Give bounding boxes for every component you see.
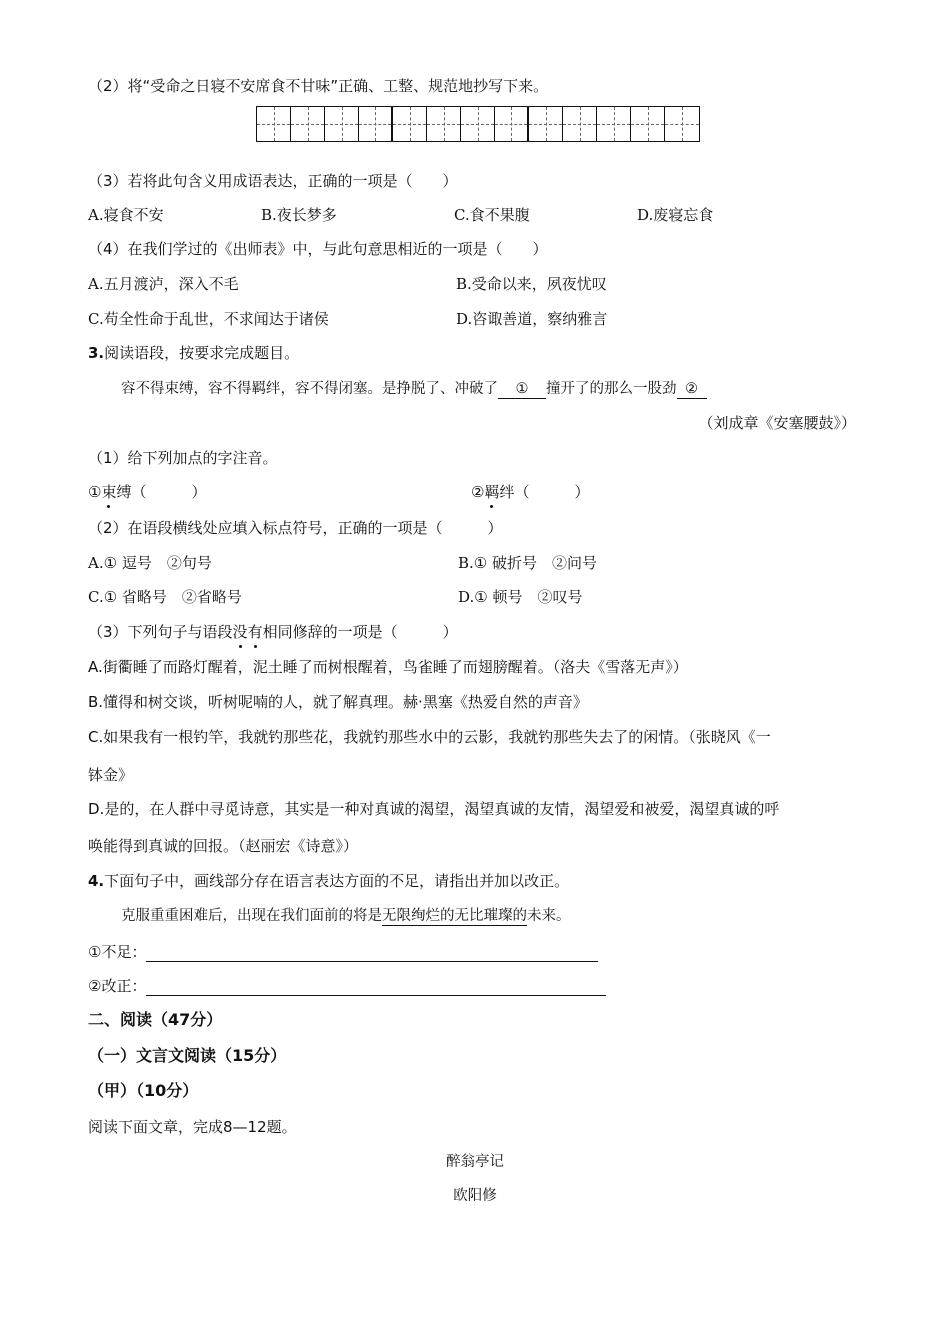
grid-cell[interactable] bbox=[631, 107, 665, 141]
answer-fault: ①不足： bbox=[88, 942, 598, 962]
option-a: A.五月渡泸，深入不毛 bbox=[88, 275, 239, 293]
question-title: 阅读语段，按要求完成题目。 bbox=[104, 344, 300, 362]
grid-cell[interactable] bbox=[291, 107, 325, 141]
grid-cell[interactable] bbox=[325, 107, 359, 141]
option-d: D.咨诹善道，察纳雅言 bbox=[456, 310, 608, 328]
option-d: D.① 顿号 ②叹号 bbox=[458, 588, 583, 606]
passage-text: 容不得束缚，容不得羁绊，容不得闭塞。是挣脱了、冲破了 bbox=[121, 381, 498, 397]
dotted-char: 羁 bbox=[484, 483, 500, 501]
passage-text: 撞开了的那么一股劲 bbox=[546, 381, 677, 397]
question-title: 下面句子中，画线部分存在语言表达方面的不足，请指出并加以改正。 bbox=[104, 872, 570, 890]
grid-cell[interactable] bbox=[359, 107, 393, 141]
subsection-heading: （甲）（10分） bbox=[88, 1081, 199, 1100]
option-d-cont: 唤能得到真诚的回报。（赵丽宏《诗意》） bbox=[88, 837, 359, 855]
passage bbox=[121, 379, 707, 399]
question-number: 4. bbox=[88, 872, 105, 890]
option-a: A.街衢睡了而路灯醒着，泥土睡了而树根醒着，鸟雀睡了而翅膀醒着。（洛夫《雪落无声》） bbox=[88, 658, 688, 676]
passage-blank-2[interactable]: ② bbox=[677, 380, 707, 399]
grid-cell[interactable] bbox=[563, 107, 597, 141]
question-3-2: （2）在语段横线处应填入标点符号，正确的一项是（ ） bbox=[88, 519, 503, 537]
option-c-cont: 钵金》 bbox=[88, 766, 134, 784]
answer-line[interactable] bbox=[146, 979, 606, 996]
grid-cell[interactable] bbox=[495, 107, 529, 141]
reading-instruction: 阅读下面文章，完成8—12题。 bbox=[88, 1118, 297, 1136]
dotted-char: 有 bbox=[247, 623, 263, 641]
grid-cell[interactable] bbox=[529, 107, 563, 141]
section-heading: 二、阅读（47分） bbox=[88, 1010, 223, 1029]
option-c: C.如果我有一根钓竿，我就钓那些花，我就钓那些水中的云影，我就钓那些失去了的闲情。（张晓风《一 bbox=[88, 728, 771, 746]
option-b: B.懂得和树交谈，听树呢喃的人，就了解真理。赫·黑塞《热爱自然的声音》 bbox=[88, 693, 588, 711]
grid-cell[interactable] bbox=[665, 107, 699, 141]
question-2-2: （2）将“受命之日寝不安席食不甘味”正确、工整、规范地抄写下来。 bbox=[88, 77, 549, 95]
dotted-char: 没 bbox=[232, 623, 248, 641]
option-c: C.食不果腹 bbox=[454, 206, 530, 224]
grid-cell[interactable] bbox=[393, 107, 427, 141]
pinyin-item-1: ①束缚（ ） bbox=[88, 483, 207, 501]
answer-fix: ②改正： bbox=[88, 976, 606, 996]
writing-grid[interactable] bbox=[256, 106, 700, 142]
grid-cell[interactable] bbox=[597, 107, 631, 141]
subsection-heading: （一）文言文阅读（15分） bbox=[88, 1046, 287, 1065]
underlined-phrase: 无限绚烂的无比璀璨的 bbox=[382, 908, 527, 924]
question-4-sentence: 克服重重困难后，出现在我们面前的将是无限绚烂的无比璀璨的未来。 bbox=[121, 908, 571, 924]
option-a: A.寝食不安 bbox=[88, 206, 164, 224]
option-b: B.夜长梦多 bbox=[261, 206, 337, 224]
dotted-char: 束 bbox=[101, 483, 117, 501]
essay-author: 欧阳修 bbox=[453, 1188, 497, 1204]
question-4-heading bbox=[88, 871, 569, 891]
grid-cell[interactable] bbox=[461, 107, 495, 141]
option-d: D.是的，在人群中寻觅诗意，其实是一种对真诚的渴望，渴望真诚的友情，渴望爱和被爱，渴望真诚的呼 bbox=[88, 800, 780, 818]
option-b: B.① 破折号 ②问号 bbox=[458, 554, 598, 572]
option-b: B.受命以来，夙夜忧叹 bbox=[456, 275, 607, 293]
passage-citation: （刘成章《安塞腰鼓》） bbox=[698, 414, 856, 432]
question-3-heading bbox=[88, 343, 299, 363]
question-2-3: （3）若将此句含义用成语表达，正确的一项是（ ） bbox=[88, 172, 458, 190]
option-c: C.苟全性命于乱世，不求闻达于诸侯 bbox=[88, 310, 329, 328]
option-c: C.① 省略号 ②省略号 bbox=[88, 588, 242, 606]
option-a: A.① 逗号 ②句号 bbox=[88, 554, 212, 572]
question-3-1: （1）给下列加点的字注音。 bbox=[88, 449, 278, 467]
passage-blank-1[interactable]: ① bbox=[498, 380, 546, 399]
grid-cell[interactable] bbox=[427, 107, 461, 141]
option-d: D.废寝忘食 bbox=[637, 206, 714, 224]
essay-title: 醉翁亭记 bbox=[446, 1154, 504, 1170]
answer-line[interactable] bbox=[146, 945, 598, 962]
question-2-4: （4）在我们学过的《出师表》中，与此句意思相近的一项是（ ） bbox=[88, 240, 548, 258]
pinyin-item-2: ②羁绊（ ） bbox=[471, 483, 590, 501]
question-number: 3. bbox=[88, 344, 105, 362]
question-3-3: （3）下列句子与语段没有相同修辞的一项是（ ） bbox=[88, 623, 458, 641]
grid-cell[interactable] bbox=[257, 107, 291, 141]
